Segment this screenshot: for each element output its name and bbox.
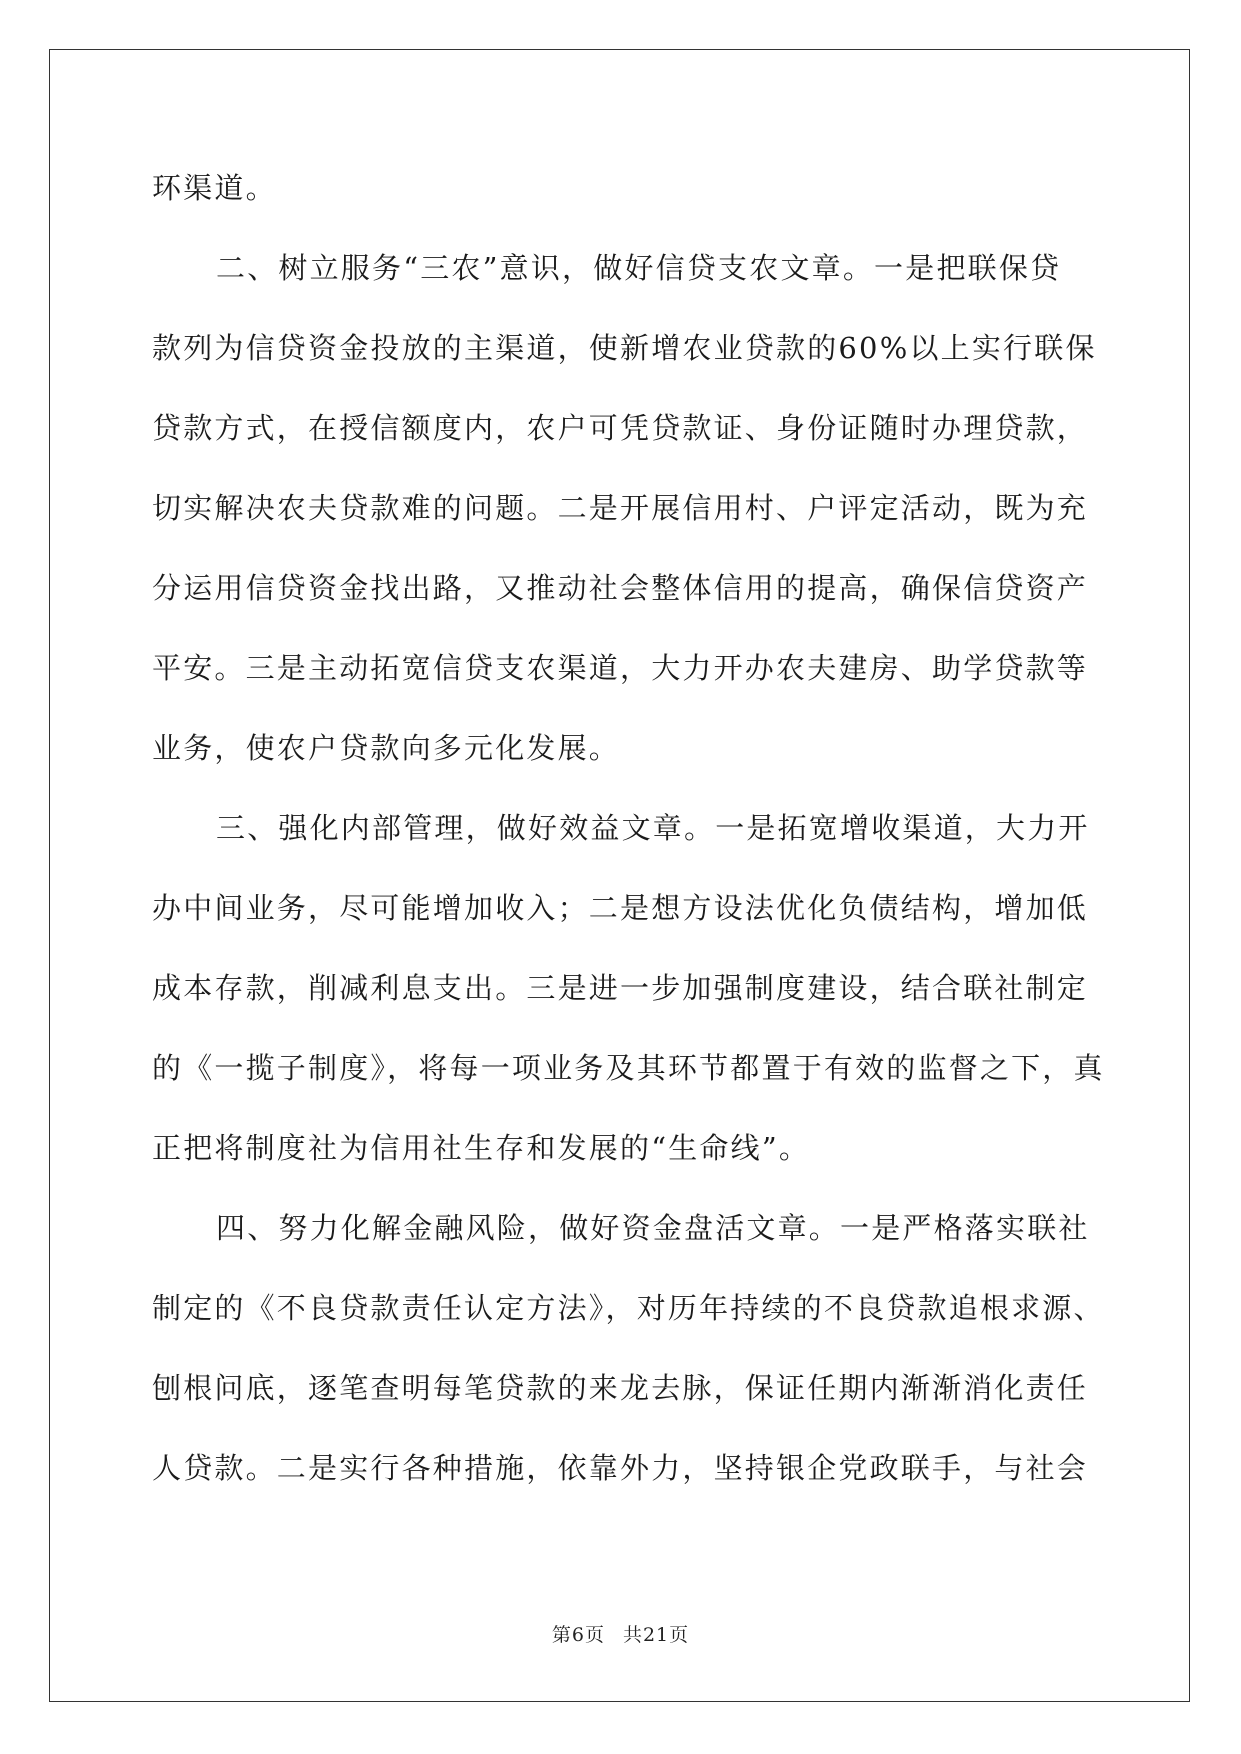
- text-line: 办中间业务，尽可能增加收入；二是想方设法优化负债结构，增加低: [152, 891, 1089, 925]
- text-line: 业务，使农户贷款向多元化发展。: [152, 731, 621, 765]
- text-line: 贷款方式，在授信额度内，农户可凭贷款证、身份证随时办理贷款，: [152, 411, 1089, 445]
- text-line: 款列为信贷资金投放的主渠道，使新增农业贷款的60%以上实行联保: [152, 331, 1097, 365]
- page-total: 共21页: [622, 1624, 690, 1646]
- text-line: 二、树立服务“三农”意识，做好信贷支农文章。一是把联保贷: [216, 251, 1062, 285]
- text-line: 分运用信贷资金找出路，又推动社会整体信用的提高，确保信贷资产: [152, 571, 1089, 605]
- document-body: [152, 148, 1112, 1508]
- text-line: 成本存款，削减利息支出。三是进一步加强制度建设，结合联社制定: [152, 971, 1089, 1005]
- text-line: 环渠道。: [152, 171, 277, 205]
- text-line: 四、努力化解金融风险，做好资金盘活文章。一是严格落实联社: [216, 1211, 1090, 1245]
- text-line: 的《一揽子制度》，将每一项业务及其环节都置于有效的监督之下，真: [152, 1051, 1105, 1085]
- text-line: 刨根问底，逐笔查明每笔贷款的来龙去脉，保证任期内渐渐消化责任: [152, 1371, 1089, 1405]
- text-line: 三、强化内部管理，做好效益文章。一是拓宽增收渠道，大力开: [216, 811, 1090, 845]
- text-line: 切实解决农夫贷款难的问题。二是开展信用村、户评定活动，既为充: [152, 491, 1089, 525]
- page-number: 第6页: [551, 1624, 605, 1646]
- text-line: 平安。三是主动拓宽信贷支农渠道，大力开办农夫建房、助学贷款等: [152, 651, 1089, 685]
- text-line: 人贷款。二是实行各种措施，依靠外力，坚持银企党政联手，与社会: [152, 1451, 1089, 1485]
- text-line: 正把将制度社为信用社生存和发展的“生命线”。: [152, 1131, 811, 1165]
- page-footer: [0, 1620, 1241, 1647]
- text-line: 制定的《不良贷款责任认定方法》，对历年持续的不良贷款追根求源、: [152, 1291, 1105, 1325]
